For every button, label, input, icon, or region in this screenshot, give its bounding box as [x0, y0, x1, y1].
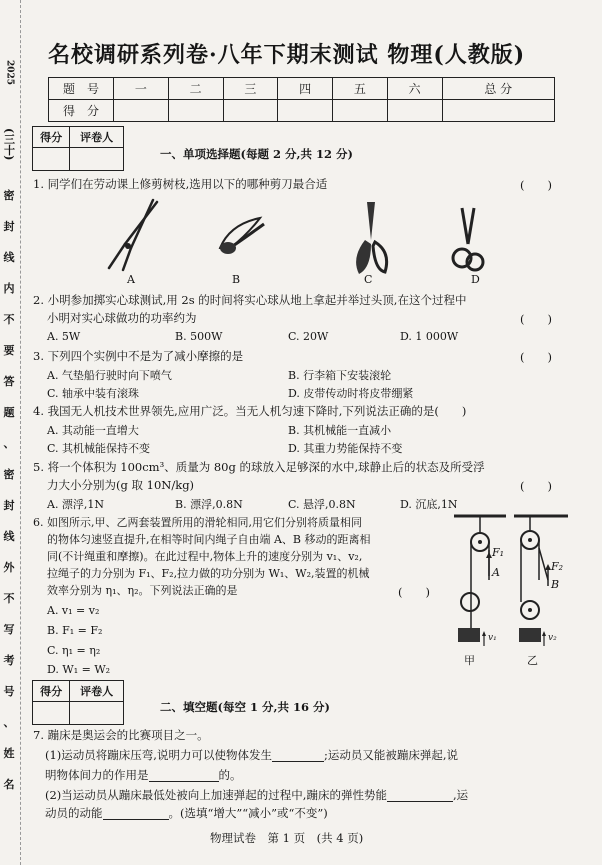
grader-score-label: 得分	[33, 127, 70, 148]
q7-part1-line2	[45, 768, 242, 782]
q7-part1-line1	[45, 748, 458, 762]
q1-label-b: B	[232, 273, 241, 286]
score-cell	[278, 100, 333, 122]
section2-heading: 二、填空题(每空 1 分,共 16 分)	[160, 700, 330, 714]
score-cell: 三	[223, 78, 278, 100]
q7-part2-line1	[45, 788, 468, 802]
q6-line2: 的物体匀速竖直提升,在相等时间内绳子自由端 A、B 移动的距离相	[47, 533, 371, 546]
score-cell: 六	[387, 78, 442, 100]
seal-char: 号	[3, 685, 15, 698]
score-cell	[442, 100, 555, 122]
score-cell: 题 号	[49, 78, 114, 100]
grader-box	[32, 126, 124, 171]
q7-blank-2[interactable]	[149, 769, 219, 782]
q7-p1a: (1)运动员将蹦床压弯,说明力可以使物体发生	[45, 748, 272, 762]
seal-char: 密	[3, 468, 15, 481]
q7-part2-line2	[45, 806, 328, 820]
q6-option-d: D. W₁ = W₂	[47, 663, 111, 676]
code-text: (三十)	[2, 128, 16, 161]
q5-bracket: ( )	[520, 479, 552, 493]
seal-char: 写	[3, 623, 15, 636]
q7-p2c: 动员的动能	[45, 806, 103, 820]
q7-p2b: ,运	[452, 788, 469, 802]
fig-label-v2: v₂	[548, 633, 557, 643]
q1-label-a: A	[127, 273, 135, 286]
movable-pulley-jia	[461, 593, 479, 611]
fig-label-f1: F₁	[492, 546, 505, 559]
q5-option-b: B. 漂浮,0.8N	[175, 498, 243, 511]
seal-char: 要	[3, 344, 15, 357]
scissors-a-icon	[95, 196, 175, 276]
score-cell	[223, 100, 278, 122]
score-cell	[387, 100, 442, 122]
seal-char: 外	[3, 561, 15, 574]
binding-line	[20, 0, 21, 865]
q2-option-a: A. 5W	[47, 330, 81, 343]
fig-label-b: B	[551, 578, 560, 591]
q3-option-c: C. 轴承中装有滚珠	[47, 387, 140, 400]
q7-blank-3[interactable]	[387, 789, 453, 802]
scissors-c-icon	[345, 198, 400, 278]
grader-reviewer-label: 评卷人	[70, 681, 124, 702]
q4-option-b: B. 其机械能一直减小	[288, 424, 392, 437]
q6-line5: 效率分别为 η₁、η₂。下列说法正确的是	[47, 584, 238, 597]
grader-reviewer-cell	[70, 702, 124, 725]
q4-option-d: D. 其重力势能保持不变	[288, 442, 403, 455]
score-table-score-row	[49, 100, 555, 122]
score-cell: 得 分	[49, 100, 114, 122]
q2-option-c: C. 20W	[288, 330, 329, 343]
weight-yi	[519, 628, 541, 642]
score-cell	[333, 100, 388, 122]
q3-option-b: B. 行李箱下安装滚轮	[288, 369, 392, 382]
fig-label-jia: 甲	[464, 654, 475, 667]
q6-bracket: ( )	[398, 585, 430, 599]
q7-blank-4[interactable]	[103, 807, 169, 820]
score-cell	[168, 100, 223, 122]
q2-line1: 2. 小明参加掷实心球测试,用 2s 的时间将实心球从地上拿起并举过头顶,在这个过程中	[33, 293, 467, 307]
q6-line3: 同(不计绳重和摩擦)。在此过程中,物体上升的速度分别为 v₁、v₂,	[47, 550, 363, 563]
q6-option-c: C. η₁ = η₂	[47, 644, 101, 657]
seal-char: 答	[3, 375, 15, 388]
page-footer: 物理试卷 第 1 页 (共 4 页)	[210, 831, 364, 845]
fig-label-yi: 乙	[527, 654, 538, 667]
score-cell: 总 分	[442, 78, 555, 100]
q7-blank-1[interactable]	[272, 749, 324, 762]
q7-p2d: 。(选填“增大”“减小”或“不变”)	[168, 806, 328, 820]
scissors-b-icon	[212, 210, 272, 260]
q5-line2: 力大小分别为(g 取 10N/kg)	[47, 478, 195, 492]
q5-option-a: A. 漂浮,1N	[47, 498, 105, 511]
seal-char: 、	[3, 437, 15, 450]
q7-p1c: 明物体间力的作用是	[45, 768, 149, 782]
fig-label-a: A	[492, 566, 500, 579]
seal-char: 封	[3, 499, 15, 512]
q3-option-a: A. 气垫船行驶时向下喷气	[47, 369, 172, 382]
seal-char: 不	[3, 313, 15, 326]
q4-option-c: C. 其机械能保持不变	[47, 442, 151, 455]
score-cell	[114, 100, 169, 122]
section1-heading: 一、单项选择题(每题 2 分,共 12 分)	[160, 147, 353, 161]
seal-char: 密	[3, 189, 15, 202]
q5-option-c: C. 悬浮,0.8N	[288, 498, 356, 511]
grader-reviewer-label: 评卷人	[70, 127, 124, 148]
q2-option-b: B. 500W	[175, 330, 223, 343]
q5-line1: 5. 将一个体积为 100cm³、质量为 80g 的球放入足够深的水中,球静止后的状态及所受浮	[33, 460, 485, 474]
grader-reviewer-cell	[70, 148, 124, 171]
q6-line1: 6. 如图所示,甲、乙两套装置所用的滑轮相同,用它们分别将质量相同	[33, 516, 362, 529]
score-cell: 二	[168, 78, 223, 100]
page-title: 名校调研系列卷·八年下期末测试 物理(人教版)	[48, 42, 526, 68]
seal-char: 题	[3, 406, 15, 419]
q2-line2: 小明对实心球做功的功率约为	[47, 311, 197, 325]
q6-line4: 拉绳子的力分别为 F₁、F₂,拉力做的功分别为 W₁、W₂,装置的机械	[47, 567, 370, 580]
score-table-header-row	[49, 78, 555, 100]
q2-option-d: D. 1 000W	[400, 330, 459, 343]
seal-char: 线	[3, 530, 15, 543]
score-cell: 五	[333, 78, 388, 100]
q4-text: 4. 我国无人机技术世界领先,应用广泛。当无人机匀速下降时,下列说法正确的是( )	[33, 404, 467, 418]
score-cell: 四	[278, 78, 333, 100]
grader-score-cell	[33, 702, 70, 725]
q6-option-a: A. v₁ = v₂	[47, 604, 100, 617]
weight-jia	[458, 628, 480, 642]
q6-option-b: B. F₁ = F₂	[47, 624, 103, 637]
code-vertical	[2, 128, 16, 160]
fig-label-v1: v₁	[488, 633, 497, 643]
score-cell: 一	[114, 78, 169, 100]
q7-p1b: ;运动员又能被蹦床弹起,说	[323, 748, 458, 762]
grader-score-cell	[33, 148, 70, 171]
seal-char: 封	[3, 220, 15, 233]
q5-option-d: D. 沉底,1N	[400, 498, 458, 511]
year-vertical	[2, 60, 16, 85]
seal-line-notice	[2, 180, 16, 800]
seal-char: 线	[3, 251, 15, 264]
seal-char: 名	[3, 778, 15, 791]
seal-char: 不	[3, 592, 15, 605]
grader-box-2	[32, 680, 124, 725]
seal-char: 内	[3, 282, 15, 295]
q2-bracket: ( )	[520, 312, 552, 326]
q1-text: 1. 同学们在劳动课上修剪树枝,选用以下的哪种剪刀最合适	[33, 177, 328, 191]
q4-option-a: A. 其动能一直增大	[47, 424, 139, 437]
scissors-d-icon	[448, 206, 488, 276]
year-text: 2025	[4, 60, 15, 86]
q1-bracket: ( )	[520, 178, 552, 192]
q7-p1d: 的。	[218, 768, 242, 782]
q3-bracket: ( )	[520, 350, 552, 364]
q1-label-c: C	[364, 273, 373, 286]
q1-label-d: D	[471, 273, 480, 286]
grader-score-label: 得分	[33, 681, 70, 702]
q7-intro: 7. 蹦床是奥运会的比赛项目之一。	[33, 728, 209, 742]
seal-char: 考	[3, 654, 15, 667]
fig-label-f2: F₂	[551, 560, 564, 573]
seal-char: 、	[3, 716, 15, 729]
seal-char: 姓	[3, 747, 15, 760]
score-table	[48, 77, 555, 122]
q3-text: 3. 下列四个实例中不是为了减小摩擦的是	[33, 349, 244, 363]
q7-p2a: (2)当运动员从蹦床最低处被向上加速弹起的过程中,蹦床的弹性势能	[45, 788, 387, 802]
q3-option-d: D. 皮带传动时将皮带绷紧	[288, 387, 414, 400]
